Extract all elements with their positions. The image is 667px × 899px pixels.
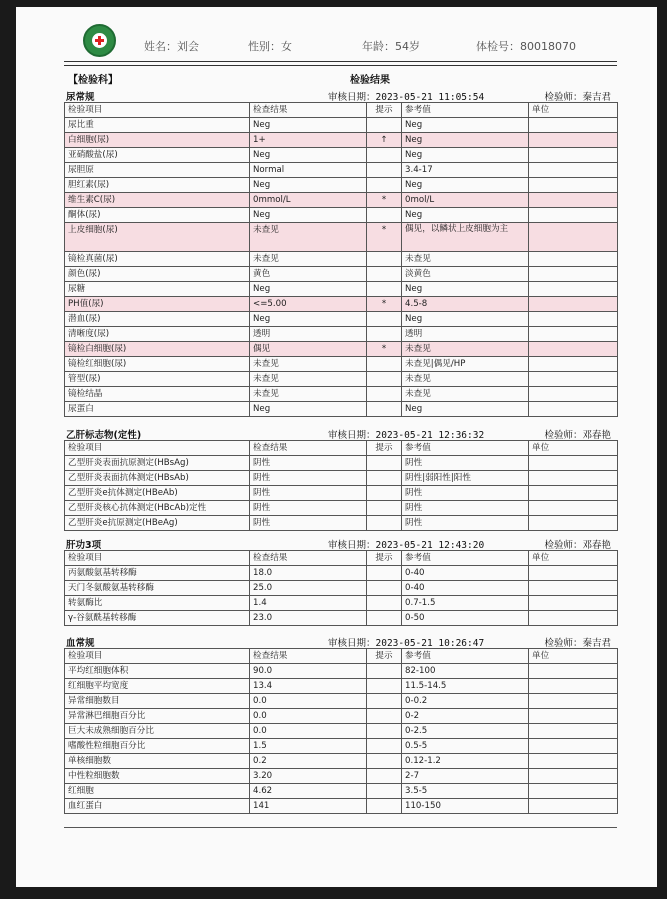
flag-cell [367,312,402,327]
flag-cell [367,471,402,486]
item-cell: 镜检红细胞(尿) [65,357,250,372]
unit-cell [529,312,618,327]
department-label: 【检验科】 [68,75,118,86]
reference-cell: 110-150 [402,799,529,814]
section-name: 血常规 [66,638,95,649]
footer-divider [64,827,617,828]
reference-cell: 2-7 [402,769,529,784]
reference-cell: 4.5-8 [402,297,529,312]
patient-name: 姓名：刘会 [144,40,199,53]
item-cell: 管型(尿) [65,372,250,387]
result-cell: Neg [250,178,367,193]
unit-cell [529,357,618,372]
table-row [65,387,618,402]
table-row [65,611,618,626]
reference-cell: 0-40 [402,566,529,581]
reference-cell: 0.7-1.5 [402,596,529,611]
unit-cell [529,267,618,282]
reference-cell: Neg [402,402,529,417]
result-cell: Normal [250,163,367,178]
result-cell: 0.2 [250,754,367,769]
table-row [65,133,618,148]
unit-cell [529,486,618,501]
item-cell: 平均红细胞体积 [65,664,250,679]
item-cell: 天门冬氨酸氨基转移酶 [65,581,250,596]
flag-cell [367,387,402,402]
flag-cell [367,252,402,267]
table-row [65,769,618,784]
item-cell: 红细胞 [65,784,250,799]
unit-cell [529,664,618,679]
table-row [65,193,618,208]
unit-cell [529,739,618,754]
unit-cell [529,327,618,342]
unit-cell [529,694,618,709]
reference-cell: 未查见 [402,252,529,267]
unit-cell [529,372,618,387]
patient-age: 年龄：54岁 [362,40,420,53]
flag-cell [367,739,402,754]
item-cell: 嗜酸性粒细胞百分比 [65,739,250,754]
report-page [16,7,657,887]
unit-cell [529,163,618,178]
reference-cell: 阴性|弱阳性|阳性 [402,471,529,486]
item-cell: 尿比重 [65,118,250,133]
reference-cell: 3.5-5 [402,784,529,799]
result-cell: 黄色 [250,267,367,282]
result-cell: Neg [250,148,367,163]
result-cell: Neg [250,312,367,327]
item-cell: 清晰度(尿) [65,327,250,342]
item-cell: 尿胆原 [65,163,250,178]
flag-cell [367,664,402,679]
item-cell: 胆红素(尿) [65,178,250,193]
flag-cell [367,694,402,709]
item-cell: 尿蛋白 [65,402,250,417]
unit-cell [529,223,618,252]
unit-cell [529,679,618,694]
result-cell: 阴性 [250,486,367,501]
column-header-reference: 参考值 [402,441,529,456]
unit-cell [529,133,618,148]
reference-cell: Neg [402,133,529,148]
flag-cell [367,282,402,297]
flag-cell [367,724,402,739]
column-header-item: 检验项目 [65,441,250,456]
table-row [65,297,618,312]
item-cell: 潜血(尿) [65,312,250,327]
result-cell: 25.0 [250,581,367,596]
reference-cell: 阴性 [402,456,529,471]
column-header-result: 检查结果 [250,103,367,118]
report-title: 检验结果 [350,75,390,86]
flag-cell [367,596,402,611]
item-cell: 上皮细胞(尿) [65,223,250,252]
result-cell: 阴性 [250,456,367,471]
reference-cell: 0.5-5 [402,739,529,754]
reference-cell: Neg [402,312,529,327]
technician-name: 检验师：邓春艳 [544,540,611,551]
reference-cell: Neg [402,178,529,193]
table-row [65,664,618,679]
section-name: 尿常规 [66,92,95,103]
unit-cell [529,566,618,581]
result-cell: 18.0 [250,566,367,581]
flag-cell [367,709,402,724]
result-cell: Neg [250,208,367,223]
hospital-logo [83,24,116,57]
review-date: 审核日期：2023-05-21 10:26:47 [328,638,485,649]
result-cell: 23.0 [250,611,367,626]
table-row [65,267,618,282]
flag-cell [367,769,402,784]
table-row [65,709,618,724]
table-row [65,596,618,611]
result-cell: <=5.00 [250,297,367,312]
section-0 [64,87,617,417]
result-cell: 阴性 [250,501,367,516]
item-cell: 镜检白细胞(尿) [65,342,250,357]
item-cell: 巨大未成熟细胞百分比 [65,724,250,739]
result-cell: 未查见 [250,387,367,402]
result-cell: 0.0 [250,694,367,709]
item-cell: 维生素C(尿) [65,193,250,208]
reference-cell: 未查见 [402,387,529,402]
unit-cell [529,148,618,163]
table-row [65,501,618,516]
item-cell: γ-谷氨酰基转移酶 [65,611,250,626]
reference-cell: 0-2.5 [402,724,529,739]
result-cell: 未查见 [250,223,367,252]
table-row [65,471,618,486]
unit-cell [529,387,618,402]
item-cell: 镜检结晶 [65,387,250,402]
column-header-reference: 参考值 [402,649,529,664]
item-cell: 乙型肝炎表面抗体测定(HBsAb) [65,471,250,486]
table-row [65,357,618,372]
unit-cell [529,456,618,471]
flag-cell [367,754,402,769]
reference-cell: 11.5-14.5 [402,679,529,694]
flag-cell [367,611,402,626]
section-name: 肝功3项 [66,540,102,551]
result-cell: Neg [250,282,367,297]
column-header-item: 检验项目 [65,103,250,118]
item-cell: 红细胞平均宽度 [65,679,250,694]
reference-cell: 0-2 [402,709,529,724]
section-header [64,87,617,102]
reference-cell: Neg [402,148,529,163]
flag-cell [367,784,402,799]
result-cell: Neg [250,402,367,417]
item-cell: 乙型肝炎e抗原测定(HBeAg) [65,516,250,531]
reference-cell: 0.12-1.2 [402,754,529,769]
item-cell: 转氨酶比 [65,596,250,611]
table-row [65,566,618,581]
flag-cell [367,267,402,282]
result-cell: 3.20 [250,769,367,784]
unit-cell [529,799,618,814]
flag-cell [367,208,402,223]
table-row [65,456,618,471]
result-cell: 1+ [250,133,367,148]
item-cell: 乙型肝炎e抗体测定(HBeAb) [65,486,250,501]
table-header-row [65,649,618,664]
table-row [65,252,618,267]
result-cell: 4.62 [250,784,367,799]
unit-cell [529,193,618,208]
reference-cell: 透明 [402,327,529,342]
reference-cell: 3.4-17 [402,163,529,178]
section-header [64,535,617,550]
section-header [64,633,617,648]
item-cell: 血红蛋白 [65,799,250,814]
reference-cell: 阴性 [402,516,529,531]
unit-cell [529,596,618,611]
result-cell: 0.0 [250,724,367,739]
table-header-row [65,103,618,118]
item-cell: 亚硝酸盐(尿) [65,148,250,163]
flag-cell: * [367,193,402,208]
report-title-bar [64,71,617,85]
flag-cell: * [367,342,402,357]
item-cell: 异常淋巴细胞百分比 [65,709,250,724]
item-cell: 中性粒细胞数 [65,769,250,784]
section-3 [64,633,617,814]
flag-cell [367,163,402,178]
table-row [65,327,618,342]
reference-cell: Neg [402,118,529,133]
header-divider [64,61,617,62]
column-header-item: 检验项目 [65,551,250,566]
table-row [65,486,618,501]
result-cell: 阴性 [250,516,367,531]
header-divider-2 [64,65,617,66]
flag-cell [367,501,402,516]
table-row [65,178,618,193]
item-cell: 尿糖 [65,282,250,297]
table-row [65,312,618,327]
unit-cell [529,471,618,486]
item-cell: 乙型肝炎核心抗体测定(HBcAb)定性 [65,501,250,516]
flag-cell: * [367,297,402,312]
technician-name: 检验师：秦吉君 [544,638,611,649]
table-row [65,516,618,531]
results-table [64,102,618,417]
flag-cell [367,178,402,193]
reference-cell: Neg [402,208,529,223]
flag-cell [367,566,402,581]
result-cell: 13.4 [250,679,367,694]
column-header-flag: 提示 [367,103,402,118]
column-header-reference: 参考值 [402,103,529,118]
unit-cell [529,297,618,312]
flag-cell [367,372,402,387]
column-header-unit: 单位 [529,103,618,118]
unit-cell [529,252,618,267]
unit-cell [529,118,618,133]
table-row [65,342,618,357]
table-row [65,163,618,178]
column-header-result: 检查结果 [250,441,367,456]
table-row [65,118,618,133]
reference-cell: 偶见，以鳞状上皮细胞为主 [402,223,529,252]
flag-cell [367,516,402,531]
flag-cell [367,327,402,342]
table-row [65,581,618,596]
exam-number: 体检号：80018070 [476,40,576,53]
item-cell: 单核细胞数 [65,754,250,769]
result-cell: 141 [250,799,367,814]
unit-cell [529,342,618,357]
section-2 [64,535,617,626]
unit-cell [529,501,618,516]
review-date: 审核日期：2023-05-21 12:36:32 [328,430,485,441]
flag-cell [367,799,402,814]
reference-cell: 未查见 [402,372,529,387]
item-cell: PH值(尿) [65,297,250,312]
table-row [65,402,618,417]
flag-cell [367,402,402,417]
flag-cell [367,486,402,501]
result-cell: 未查见 [250,372,367,387]
table-row [65,724,618,739]
flag-cell [367,679,402,694]
reference-cell: 未查见|偶见/HP [402,357,529,372]
review-date: 审核日期：2023-05-21 11:05:54 [328,92,485,103]
section-header [64,425,617,440]
table-row [65,784,618,799]
result-cell: 90.0 [250,664,367,679]
table-row [65,739,618,754]
unit-cell [529,611,618,626]
reference-cell: 0mol/L [402,193,529,208]
reference-cell: 阴性 [402,486,529,501]
unit-cell [529,516,618,531]
table-row [65,208,618,223]
column-header-reference: 参考值 [402,551,529,566]
unit-cell [529,724,618,739]
item-cell: 酮体(尿) [65,208,250,223]
result-cell: 未查见 [250,252,367,267]
item-cell: 颜色(尿) [65,267,250,282]
column-header-flag: 提示 [367,649,402,664]
result-cell: 0.0 [250,709,367,724]
reference-cell: 淡黄色 [402,267,529,282]
unit-cell [529,754,618,769]
item-cell: 丙氨酸氨基转移酶 [65,566,250,581]
results-table [64,440,618,531]
result-cell: 偶见 [250,342,367,357]
technician-name: 检验师：邓春艳 [544,430,611,441]
unit-cell [529,784,618,799]
unit-cell [529,208,618,223]
patient-sex: 性别：女 [248,40,292,53]
reference-cell: 82-100 [402,664,529,679]
reference-cell: Neg [402,282,529,297]
column-header-result: 检查结果 [250,551,367,566]
item-cell: 镜检真菌(尿) [65,252,250,267]
flag-cell [367,118,402,133]
column-header-flag: 提示 [367,551,402,566]
result-cell: 未查见 [250,357,367,372]
flag-cell [367,148,402,163]
results-table [64,648,618,814]
flag-cell [367,456,402,471]
section-1 [64,425,617,531]
table-row [65,679,618,694]
table-row [65,799,618,814]
item-cell: 乙型肝炎表面抗原测定(HBsAg) [65,456,250,471]
technician-name: 检验师：秦吉君 [544,92,611,103]
unit-cell [529,178,618,193]
column-header-unit: 单位 [529,441,618,456]
results-table [64,550,618,626]
reference-cell: 未查见 [402,342,529,357]
column-header-item: 检验项目 [65,649,250,664]
reference-cell: 0-40 [402,581,529,596]
column-header-flag: 提示 [367,441,402,456]
table-row [65,282,618,297]
review-date: 审核日期：2023-05-21 12:43:20 [328,540,485,551]
unit-cell [529,769,618,784]
column-header-unit: 单位 [529,551,618,566]
item-cell: 异常细胞数目 [65,694,250,709]
table-row [65,372,618,387]
table-row [65,148,618,163]
table-row [65,754,618,769]
section-name: 乙肝标志物(定性) [66,430,142,441]
item-cell: 白细胞(尿) [65,133,250,148]
unit-cell [529,402,618,417]
unit-cell [529,709,618,724]
flag-cell [367,581,402,596]
column-header-result: 检查结果 [250,649,367,664]
unit-cell [529,581,618,596]
result-cell: 透明 [250,327,367,342]
patient-header [16,17,657,67]
table-row [65,223,618,252]
flag-cell: ↑ [367,133,402,148]
result-cell: 1.5 [250,739,367,754]
table-row [65,694,618,709]
result-cell: 0mmol/L [250,193,367,208]
result-cell: Neg [250,118,367,133]
flag-cell: * [367,223,402,252]
column-header-unit: 单位 [529,649,618,664]
unit-cell [529,282,618,297]
result-cell: 1.4 [250,596,367,611]
flag-cell [367,357,402,372]
table-header-row [65,441,618,456]
reference-cell: 0-50 [402,611,529,626]
result-cell: 阴性 [250,471,367,486]
reference-cell: 0-0.2 [402,694,529,709]
reference-cell: 阴性 [402,501,529,516]
table-header-row [65,551,618,566]
